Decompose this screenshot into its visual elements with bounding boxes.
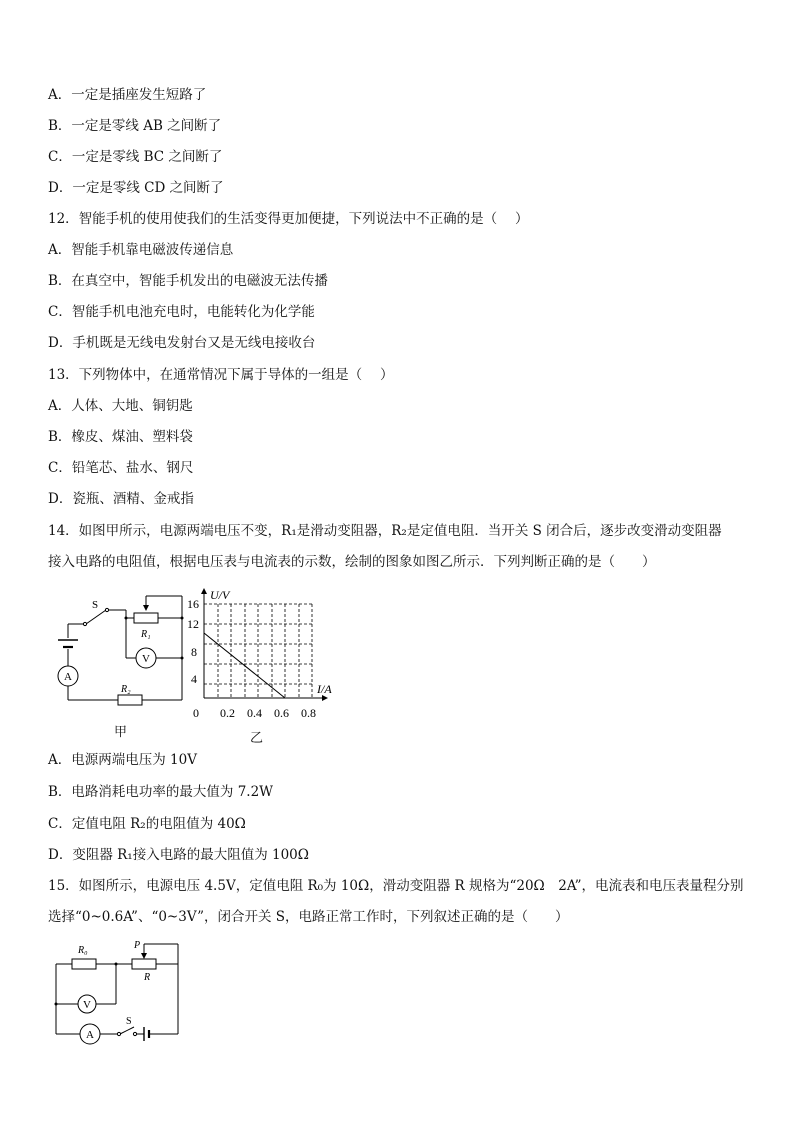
q12-stem: 12．智能手机的使用使我们的生活变得更加便捷，下列说法中不正确的是（ ）	[48, 211, 529, 227]
q14-option-c: C．定值电阻 R₂的电阻值为 40Ω	[48, 816, 246, 832]
q14-circuit-figure	[50, 588, 190, 738]
q11-option-b: B．一定是零线 AB 之间断了	[48, 118, 222, 134]
q14-y-tick-16: 16	[187, 597, 199, 611]
q12-option-a: A．智能手机靠电磁波传递信息	[48, 242, 234, 258]
q14-r2-label: R₂	[121, 684, 131, 695]
q14-ammeter-symbol: A	[64, 671, 72, 683]
q14-option-d: D．变阻器 R₁接入电路的最大阻值为 100Ω	[48, 847, 309, 863]
q14-x-tick-0.6: 0.6	[274, 706, 289, 720]
q15-circuit-svg	[48, 936, 188, 1046]
q15-r0-label: R₀	[78, 945, 88, 956]
q14-stem-line1: 14．如图甲所示，电源两端电压不变，R₁是滑动变阻器，R₂是定值电阻．当开关 S 闭合后，逐步改变滑动变阻器	[48, 523, 722, 539]
q14-y-axis-label: U/V	[210, 588, 230, 602]
q14-y-tick-12: 12	[187, 617, 199, 631]
q14-graph-svg	[184, 586, 344, 726]
q13-option-d: D．瓷瓶、酒精、金戒指	[48, 491, 194, 507]
q14-x-tick-0.2: 0.2	[220, 706, 235, 720]
q14-stem-line2: 接入电路的电阻值，根据电压表与电流表的示数，绘制的图象如图乙所示．下列判断正确的是（ ）	[48, 554, 656, 570]
q14-x-axis-label: I/A	[317, 682, 332, 696]
q15-voltmeter-symbol: V	[83, 999, 91, 1011]
q13-option-a: A．人体、大地、铜钥匙	[48, 398, 193, 414]
q15-stem-line1: 15．如图所示，电源电压 4.5V，定值电阻 R₀为 10Ω，滑动变阻器 R 规格为“20Ω 2A”，电流表和电压表量程分别	[48, 878, 744, 894]
q15-r-label: R	[144, 972, 151, 983]
q14-switch-label: S	[92, 599, 99, 611]
q13-option-c: C．铅笔芯、盐水、钢尺	[48, 460, 194, 476]
q12-option-c: C．智能手机电池充电时，电能转化为化学能	[48, 304, 315, 320]
q15-stem-line2: 选择“0~0.6A”、“0~3V”，闭合开关 S，电路正常工作时，下列叙述正确的是（ ）	[48, 909, 569, 925]
q13-stem: 13．下列物体中，在通常情况下属于导体的一组是（ ）	[48, 367, 394, 383]
q14-x-tick-0.4: 0.4	[247, 706, 262, 720]
q14-r1-label: R₁	[141, 629, 151, 640]
q14-fig-yi-caption: 乙	[250, 731, 264, 746]
q11-option-d: D．一定是零线 CD 之间断了	[48, 180, 224, 196]
q14-voltmeter-symbol: V	[142, 653, 150, 665]
q12-option-d: D．手机既是无线电发射台又是无线电接收台	[48, 335, 316, 351]
q15-switch-label: S	[126, 1016, 132, 1027]
q14-graph-figure	[184, 586, 344, 726]
q15-p-label: P	[134, 940, 141, 951]
q14-fig-jia-caption: 甲	[114, 725, 128, 740]
q14-option-a: A．电源两端电压为 10V	[48, 752, 197, 768]
q15-ammeter-symbol: A	[86, 1029, 94, 1041]
q13-option-b: B．橡皮、煤油、塑料袋	[48, 429, 193, 445]
q15-circuit-figure	[48, 936, 188, 1046]
q14-option-b: B．电路消耗电功率的最大值为 7.2W	[48, 784, 274, 800]
q14-origin-label: 0	[193, 706, 199, 720]
q12-option-b: B．在真空中，智能手机发出的电磁波无法传播	[48, 273, 328, 289]
q11-option-a: A．一定是插座发生短路了	[48, 87, 207, 103]
q14-y-tick-4: 4	[191, 672, 197, 686]
q14-circuit-svg	[50, 588, 190, 738]
q14-y-tick-8: 8	[191, 645, 197, 659]
q14-x-tick-0.8: 0.8	[301, 706, 316, 720]
q11-option-c: C．一定是零线 BC 之间断了	[48, 149, 223, 165]
